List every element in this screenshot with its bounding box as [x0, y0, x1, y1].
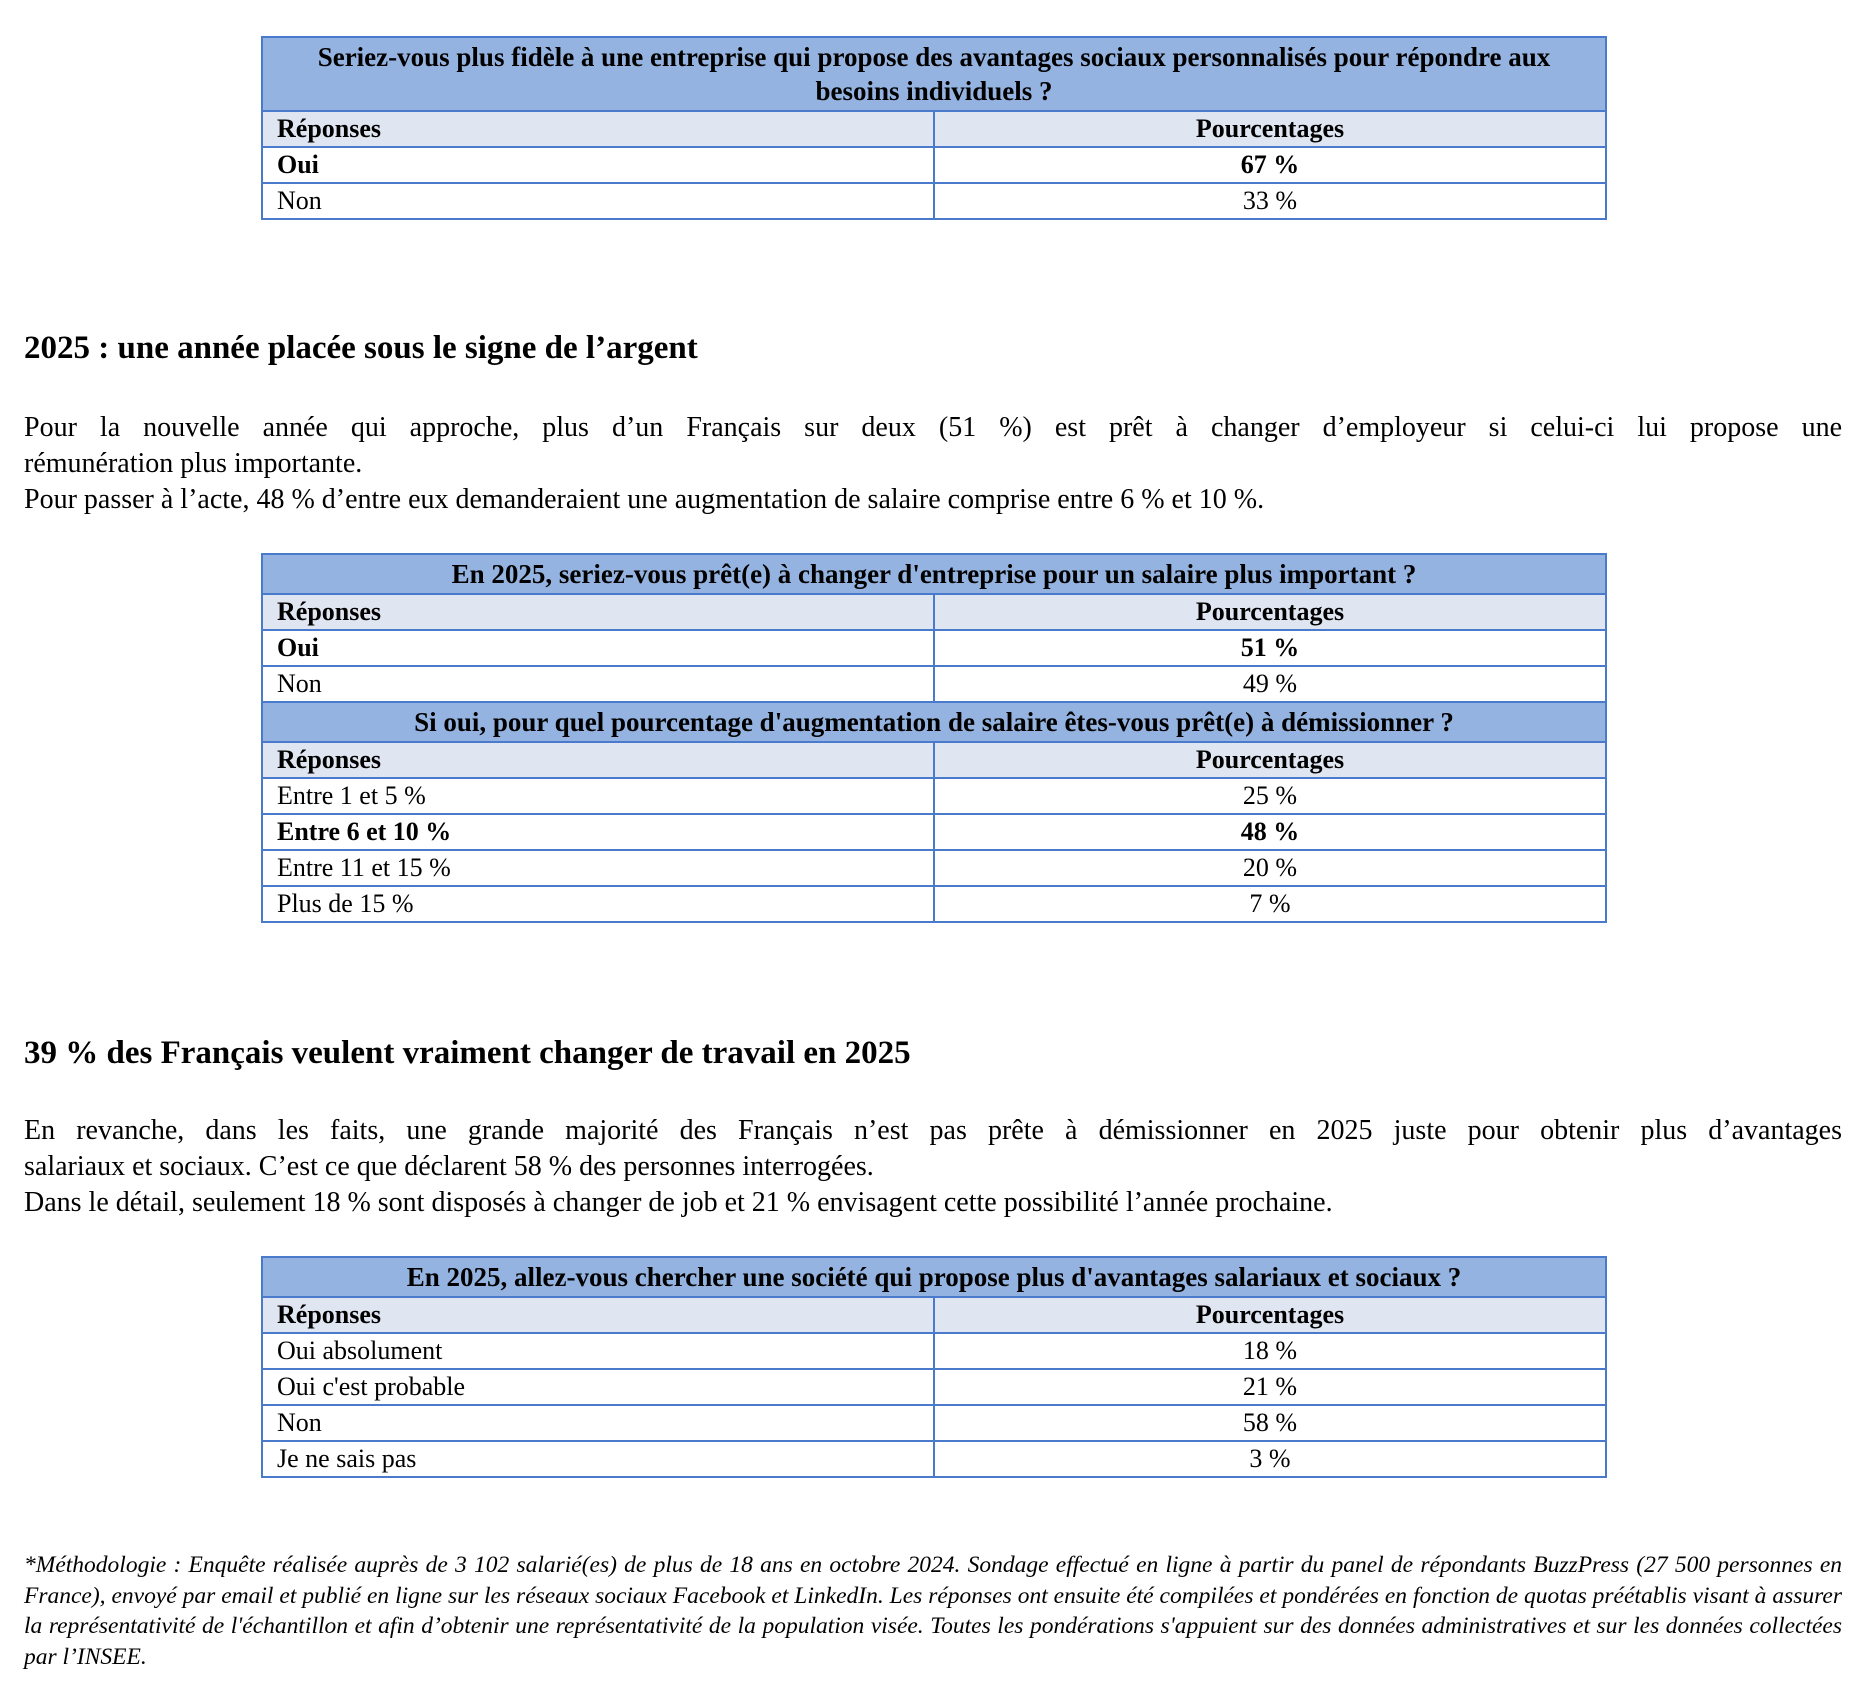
row-label: Entre 11 et 15 %	[262, 850, 934, 886]
table-row	[262, 666, 1606, 702]
row-label: Je ne sais pas	[262, 1441, 934, 1477]
salary-change-table	[261, 553, 1607, 923]
row-label: Plus de 15 %	[262, 886, 934, 922]
row-value: 67 %	[934, 147, 1606, 183]
table-row	[262, 814, 1606, 850]
section1-paragraph	[24, 410, 1842, 518]
paragraph-line: rémunération plus importante.	[24, 448, 363, 479]
loyalty-table-title: Seriez-vous plus fidèle à une entreprise qui propose des avantages sociaux personnalisés pour répondre aux besoins individuels ?	[262, 37, 1606, 111]
row-value: 3 %	[934, 1441, 1606, 1477]
table-row	[262, 778, 1606, 814]
raise-subtable-title: Si oui, pour quel pourcentage d'augmentation de salaire êtes-vous prêt(e) à démissionner ?	[262, 702, 1606, 742]
section2-paragraph	[24, 1113, 1842, 1221]
row-label: Non	[262, 1405, 934, 1441]
row-label: Oui	[262, 630, 934, 666]
percent-header: Pourcentages	[934, 594, 1606, 630]
row-label: Non	[262, 183, 934, 219]
row-value: 58 %	[934, 1405, 1606, 1441]
benefits-search-table	[261, 1256, 1607, 1478]
row-value: 21 %	[934, 1369, 1606, 1405]
paragraph-line: En revanche, dans les faits, une grande majorité des Français n’est pas prête à démissionner en 2025 juste pour obtenir plus d’avantages	[24, 1115, 1842, 1146]
section-heading-money: 2025 : une année placée sous le signe de l’argent	[24, 330, 698, 366]
responses-header: Réponses	[262, 111, 934, 147]
table-row	[262, 1441, 1606, 1477]
salary-change-table-title: En 2025, seriez-vous prêt(e) à changer d'entreprise pour un salaire plus important ?	[262, 554, 1606, 594]
benefits-search-table-title: En 2025, allez-vous chercher une société qui propose plus d'avantages salariaux et sociaux ?	[262, 1257, 1606, 1297]
row-label: Entre 6 et 10 %	[262, 814, 934, 850]
table-header-row	[262, 1297, 1606, 1333]
section-heading-job-change: 39 % des Français veulent vraiment changer de travail en 2025	[24, 1035, 911, 1071]
table-row	[262, 1405, 1606, 1441]
paragraph-line: salariaux et sociaux. C’est ce que déclarent 58 % des personnes interrogées.	[24, 1151, 874, 1182]
paragraph-line: Pour passer à l’acte, 48 % d’entre eux demanderaient une augmentation de salaire comprise entre 6 % et 10 %.	[24, 484, 1265, 515]
row-label: Oui	[262, 147, 934, 183]
table-header-row	[262, 742, 1606, 778]
row-label: Entre 1 et 5 %	[262, 778, 934, 814]
table-header-row	[262, 111, 1606, 147]
table-row	[262, 183, 1606, 219]
row-value: 51 %	[934, 630, 1606, 666]
row-value: 49 %	[934, 666, 1606, 702]
table-row	[262, 1333, 1606, 1369]
row-label: Oui absolument	[262, 1333, 934, 1369]
percent-header: Pourcentages	[934, 742, 1606, 778]
table-row	[262, 886, 1606, 922]
table-row	[262, 1369, 1606, 1405]
percent-header: Pourcentages	[934, 111, 1606, 147]
percent-header: Pourcentages	[934, 1297, 1606, 1333]
row-value: 48 %	[934, 814, 1606, 850]
row-value: 20 %	[934, 850, 1606, 886]
row-value: 18 %	[934, 1333, 1606, 1369]
table-row	[262, 630, 1606, 666]
responses-header: Réponses	[262, 1297, 934, 1333]
methodology-note: *Méthodologie : Enquête réalisée auprès de 3 102 salarié(es) de plus de 18 ans en octobre 2024. Sondage effectué en ligne à partir du panel de répondants BuzzPress (27 500 personnes en France), envoyé par email et publié en ligne sur les réseaux sociaux Facebook et LinkedIn. Les réponses ont ensuite été compilées et pondérées en fonction de quotas préétablis visant à assurer la représentativité de l'échantillon et afin d’obtenir une représentativité de la population visée. Toutes les pondérations s'appuient sur des données administratives et sur les données collectées par l’INSEE.	[24, 1552, 1842, 1670]
row-value: 33 %	[934, 183, 1606, 219]
loyalty-table	[261, 36, 1607, 220]
responses-header: Réponses	[262, 742, 934, 778]
table-header-row	[262, 594, 1606, 630]
paragraph-line: Dans le détail, seulement 18 % sont disposés à changer de job et 21 % envisagent cette possibilité l’année prochaine.	[24, 1187, 1333, 1218]
row-value: 25 %	[934, 778, 1606, 814]
responses-header: Réponses	[262, 594, 934, 630]
table-row	[262, 850, 1606, 886]
table-row	[262, 147, 1606, 183]
row-label: Non	[262, 666, 934, 702]
paragraph-line: Pour la nouvelle année qui approche, plus d’un Français sur deux (51 %) est prêt à changer d’employeur si celui-ci lui propose une	[24, 412, 1842, 443]
row-value: 7 %	[934, 886, 1606, 922]
row-label: Oui c'est probable	[262, 1369, 934, 1405]
